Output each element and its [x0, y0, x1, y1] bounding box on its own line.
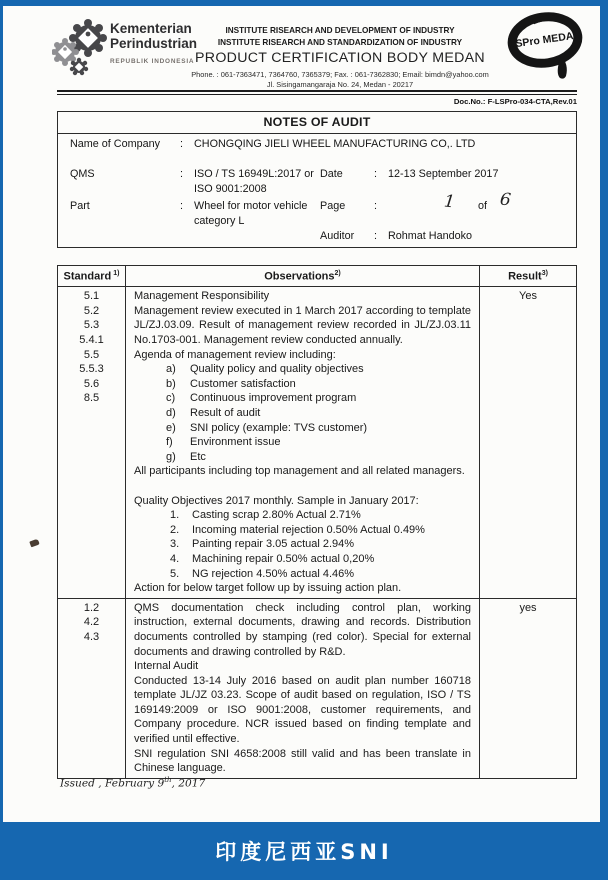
- issued-sup: th: [164, 776, 172, 784]
- col-header-result: [480, 266, 576, 287]
- obs-paragraph: Management review executed in 1 March 2017 according to template JL/ZJ.03.09. Result of management review recorded in JL/ZJ.03.11 No.1703-001. Management review conducted annually.: [134, 304, 471, 347]
- standard-ref: 8.5: [83, 392, 100, 405]
- observations-header-label: Observations: [264, 270, 335, 283]
- frame-top-edge: [0, 0, 608, 6]
- issued-year: , 2017: [171, 777, 206, 790]
- agenda-item: c) Continuous improvement program: [166, 392, 357, 405]
- frame-right-edge: [600, 0, 608, 880]
- objective-item: 3. Painting repair 3.05 actual 2.94%: [170, 538, 355, 551]
- part-value-line1: Wheel for motor vehicle: [194, 200, 308, 212]
- row2-observations: [126, 599, 480, 778]
- standard-ref: 5.6: [83, 377, 100, 390]
- doc-number: Doc.No.: F-LSPro-034-CTA,Rev.01: [453, 97, 577, 106]
- result-header-label: Result: [508, 270, 542, 283]
- company-colon: :: [180, 138, 183, 150]
- page-label: Page: [320, 200, 346, 212]
- action-note: Action for below target follow up by issuing action plan.: [134, 582, 402, 595]
- address-line: Jl. Sisingamangaraja No. 24, Medan - 20217: [266, 80, 414, 89]
- agenda-item: g) Etc: [166, 450, 206, 463]
- standard-header-sup: 1): [113, 270, 120, 277]
- obs-subtitle: Internal Audit: [134, 660, 199, 673]
- org-line1: INSTITUTE RISEARCH AND DEVELOPMENT OF INDUSTRY: [225, 26, 455, 35]
- ministry-line1: Kementerian: [110, 21, 192, 36]
- auditor-label: Auditor: [320, 230, 355, 242]
- standard-ref: 5.1: [83, 290, 100, 303]
- standard-header-label: Standard: [63, 270, 112, 283]
- participants-note: All participants including top management and all related managers.: [134, 465, 465, 478]
- header-divider-rule: [57, 90, 577, 95]
- page-total-handwritten: 6: [498, 189, 512, 211]
- qms-value-line2: ISO 9001:2008: [194, 183, 267, 195]
- ministry-line2: Perindustrian: [110, 36, 198, 51]
- row1-standards: [58, 287, 126, 598]
- qms-label: QMS: [70, 168, 95, 180]
- lspro-medan-logo-icon: [503, 10, 587, 82]
- qms-colon: :: [180, 168, 183, 180]
- standard-ref: 4.2: [83, 616, 100, 629]
- row1-result: Yes: [480, 287, 576, 598]
- row2-standards: [58, 599, 126, 778]
- standard-ref: 4.3: [83, 630, 100, 643]
- obs-paragraph: SNI regulation SNI 4658:2008 still valid and has been translate in Chinese language.: [134, 747, 471, 775]
- company-label: Name of Company: [70, 138, 161, 150]
- agenda-intro: Agenda of management review including:: [134, 348, 336, 361]
- standard-ref: 5.5.3: [79, 363, 104, 376]
- qms-value-line1: ISO / TS 16949L:2017 or: [194, 168, 314, 180]
- bottom-banner: [0, 822, 608, 880]
- notes-of-audit-box: [57, 111, 577, 248]
- date-value: 12-13 September 2017: [388, 168, 499, 180]
- page-of-label: of: [478, 200, 488, 212]
- standard-ref: 5.3: [83, 319, 100, 332]
- col-header-observations: [126, 266, 480, 287]
- issued-date-line: [60, 776, 205, 790]
- objectives-intro: Quality Objectives 2017 monthly. Sample in January 2017:: [134, 494, 419, 507]
- frame-left-edge: [0, 0, 3, 880]
- row2-result: yes: [519, 601, 537, 614]
- agenda-item: f) Environment issue: [166, 436, 281, 449]
- agenda-item: b) Customer satisfaction: [166, 377, 296, 390]
- notes-title: NOTES OF AUDIT: [58, 112, 576, 134]
- company-value: CHONGQING JIELI WHEEL MANUFACTURING CO,. LTD: [194, 138, 476, 150]
- standard-ref: 5.5: [83, 348, 100, 361]
- row1-observations: [126, 287, 480, 598]
- objective-item: 4. Machining repair 0.50% actual 0,20%: [170, 552, 375, 565]
- org-line3: PRODUCT CERTIFICATION BODY MEDAN: [195, 50, 485, 66]
- org-line2: INSTITUTE RISEARCH AND STANDARDIZATION OF INDUSTRY: [217, 38, 463, 47]
- agenda-list: [134, 362, 471, 464]
- agenda-item: d) Result of audit: [166, 407, 261, 419]
- ministry-line3: REPUBLIK INDONESIA: [110, 58, 195, 65]
- observations-header-sup: 2): [334, 270, 341, 277]
- standard-ref: 5.2: [83, 304, 100, 317]
- result-header-sup: 3): [541, 270, 548, 277]
- page-colon: :: [374, 200, 377, 212]
- agenda-item: a) Quality policy and quality objectives: [166, 363, 364, 376]
- scan-artifact-mark: [29, 539, 40, 548]
- objectives-list: [134, 508, 471, 581]
- banner-label: 印度尼西亚SNI: [215, 840, 393, 864]
- issued-text: Issued , February 9: [60, 777, 165, 790]
- part-value-line2: category L: [194, 215, 245, 227]
- page-current-handwritten: 1: [442, 191, 456, 213]
- obs-paragraph: Conducted 13-14 July 2016 based on audit plan number 160718 template JL/JZ 03.23. Scope of audit based on regulation, ISO / TS 169149:2009 or ISO 9001:2008, customer requirements, and Company procedure. NCR issued based on finding template and verified until effective.: [134, 674, 471, 746]
- part-colon: :: [180, 200, 183, 212]
- date-label: Date: [320, 168, 343, 180]
- audit-table: [57, 265, 577, 779]
- ministry-gear-logo-icon: [52, 18, 110, 78]
- lspro-logo-label: LSPro MEDAN: [508, 29, 582, 51]
- date-colon: :: [374, 168, 377, 180]
- col-header-standard: [58, 266, 126, 287]
- objective-item: 5. NG rejection 4.50% actual 4.46%: [170, 567, 355, 580]
- objective-item: 1. Casting scrap 2.80% Actual 2.71%: [170, 509, 361, 522]
- agenda-item: e) SNI policy (example: TVS customer): [166, 421, 368, 434]
- part-label: Part: [70, 200, 90, 212]
- letterhead-center: [150, 26, 530, 89]
- objective-item: 2. Incoming material rejection 0.50% Actual 0.49%: [170, 523, 425, 536]
- auditor-colon: :: [374, 230, 377, 242]
- obs-paragraph: QMS documentation check including control plan, working instruction, external documents, drawing and records. Distribution documents controlled by stamping (red color). Special for external documents and drawing controlled by R&D.: [134, 601, 471, 658]
- obs-title: Management Responsibility: [134, 290, 270, 303]
- auditor-value: Rohmat Handoko: [388, 230, 473, 242]
- standard-ref: 1.2: [83, 601, 100, 614]
- standard-ref: 5.4.1: [79, 334, 104, 347]
- contact-line: Phone. : 061-7363471, 7364760, 7365379; Fax. : 061-7362830; Email: bimdn@yahoo.com: [191, 70, 489, 79]
